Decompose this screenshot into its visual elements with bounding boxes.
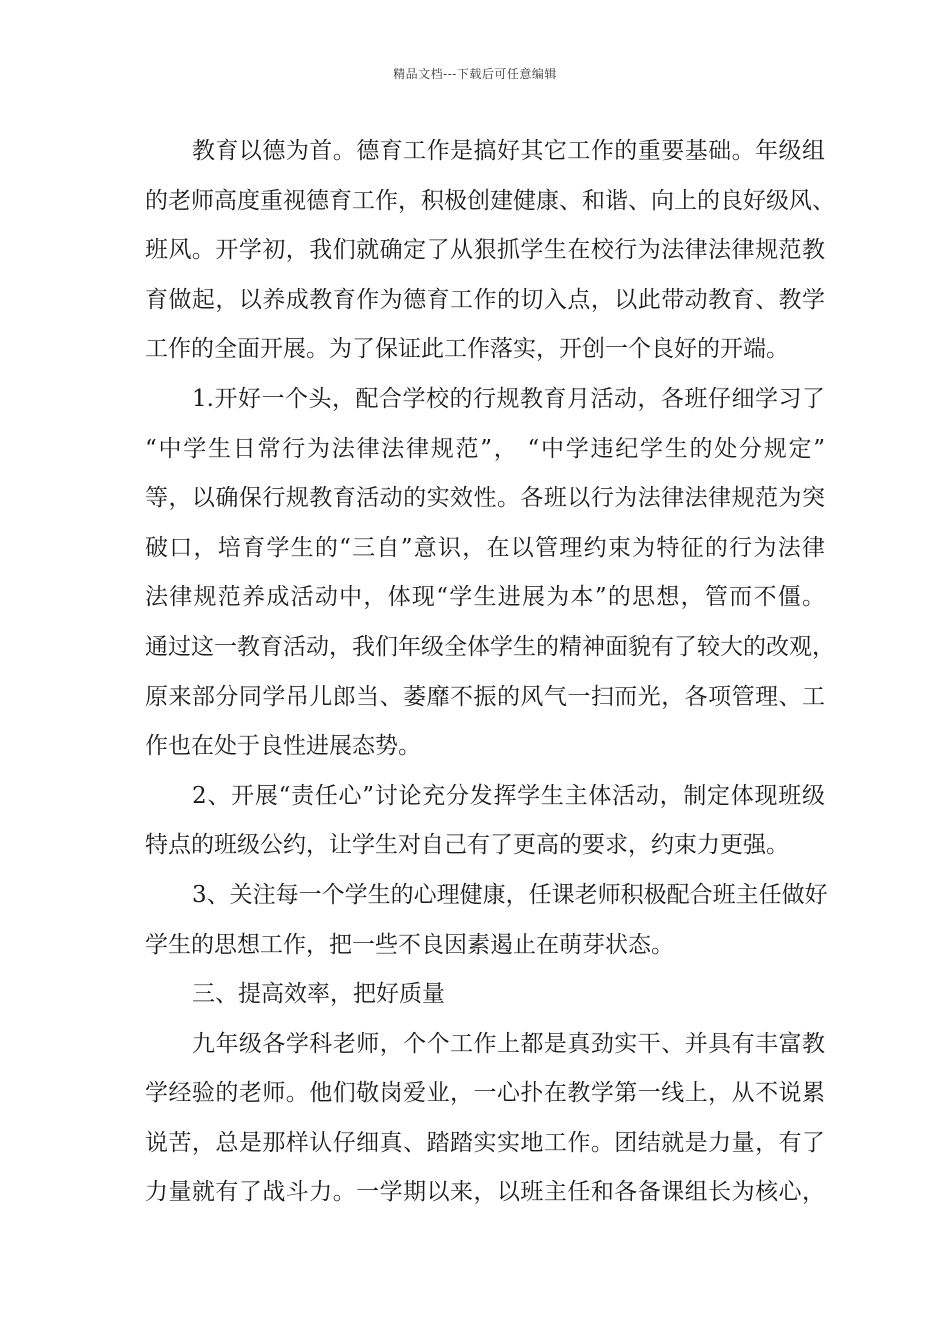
text-line: 法律规范养成活动中，体现“学生进展为本”的思想，管而不僵。 bbox=[145, 584, 825, 611]
text-line: “中学生日常行为法律法律规范”， “中学违纪学生的处分规定” bbox=[145, 435, 825, 462]
text-line: 破口，培育学生的“三自”意识，在以管理约束为特征的行为法律 bbox=[145, 534, 825, 561]
text-line: 的老师高度重视德育工作，积极创建健康、和谐、向上的良好级风、 bbox=[145, 187, 835, 214]
text-line: 班风。开学初，我们就确定了从狠抓学生在校行为法律法律规范教 bbox=[145, 237, 825, 264]
text-line: 2、开展“责任心”讨论充分发挥学生主体活动，制定体现班级 bbox=[192, 782, 825, 809]
text-line: 三、提高效率，把好质量 bbox=[192, 981, 445, 1008]
text-line: 九年级各学科老师，个个工作上都是真劲实干、并具有丰富教 bbox=[192, 1030, 825, 1057]
page-header: 精品文档---下载后可任意编辑 bbox=[393, 67, 557, 81]
text-line: 作也在处于良性进展态势。 bbox=[145, 733, 421, 760]
text-line: 学生的思想工作，把一些不良因素遏止在萌芽状态。 bbox=[145, 931, 674, 958]
text-line: 原来部分同学吊儿郎当、萎靡不振的风气一扫而光，各项管理、工 bbox=[145, 683, 825, 710]
text-line: 学经验的老师。他们敬岗爱业，一心扑在教学第一线上，从不说累 bbox=[145, 1080, 825, 1107]
text-line: 教育以德为首。德育工作是搞好其它工作的重要基础。年级组 bbox=[192, 138, 825, 164]
text-line: 工作的全面开展。为了保证此工作落实，开创一个良好的开端。 bbox=[145, 336, 789, 363]
text-line: 力量就有了战斗力。一学期以来，以班主任和各备课组长为核心， bbox=[145, 1179, 825, 1206]
text-line: 3、关注每一个学生的心理健康，任课老师积极配合班主任做好 bbox=[192, 881, 828, 908]
text-line: 1.开好一个头，配合学校的行规教育月活动，各班仔细学习了 bbox=[192, 385, 825, 412]
document-body bbox=[145, 131, 835, 1222]
text-line: 通过这一教育活动，我们年级全体学生的精神面貌有了较大的改观， bbox=[145, 633, 835, 660]
text-line: 特点的班级公约，让学生对自己有了更高的要求，约束力更强。 bbox=[145, 832, 789, 859]
text-line: 等，以确保行规教育活动的实效性。各班以行为法律法律规范为突 bbox=[145, 485, 825, 512]
text-line: 育做起，以养成教育作为德育工作的切入点，以此带动教育、教学 bbox=[145, 286, 825, 313]
text-line: 说苦，总是那样认仔细真、踏踏实实地工作。团结就是力量，有了 bbox=[145, 1129, 825, 1156]
